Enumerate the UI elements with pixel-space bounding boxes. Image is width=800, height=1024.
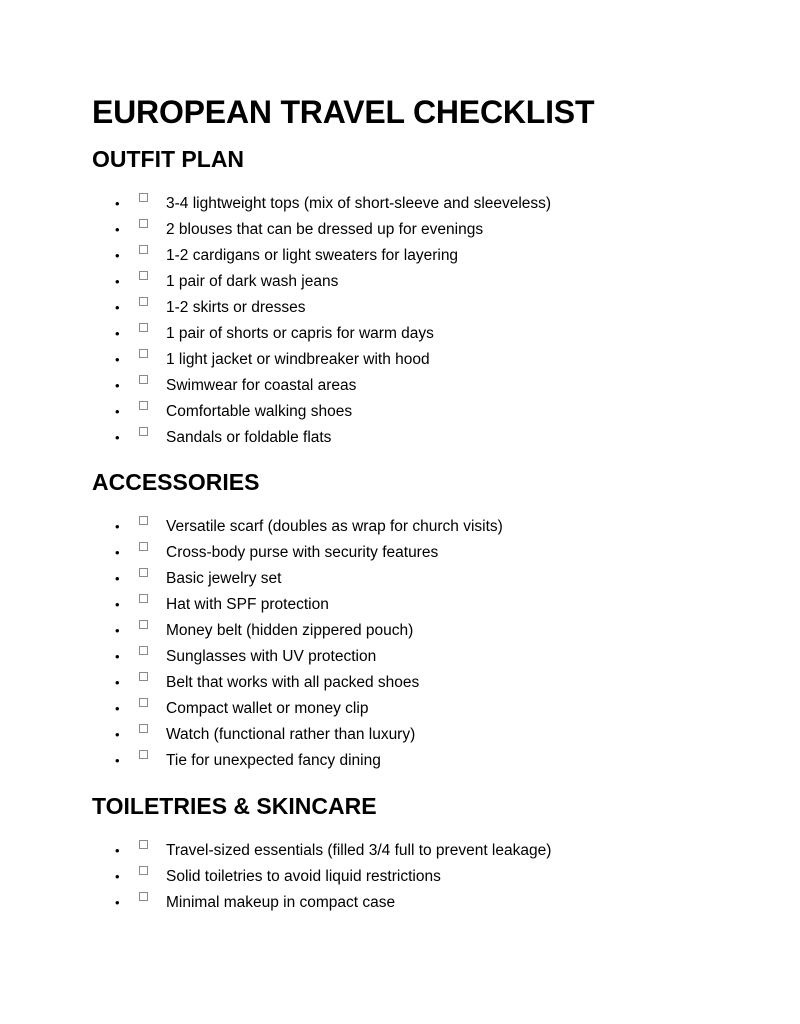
checklist-item (92, 863, 772, 889)
item-label: Travel-sized essentials (filled 3/4 full to prevent leakage) (166, 842, 552, 859)
checklist-item (92, 643, 772, 669)
page-title: EUROPEAN TRAVEL CHECKLIST (92, 94, 595, 130)
item-label: 2 blouses that can be dressed up for evenings (166, 221, 484, 238)
checklist-item (92, 242, 772, 268)
checklist-item (92, 372, 772, 398)
bullet-icon: • (115, 869, 120, 884)
checklist-item (92, 565, 772, 591)
bullet-icon: • (115, 519, 120, 534)
bullet-icon: • (115, 571, 120, 586)
item-label: Versatile scarf (doubles as wrap for church visits) (166, 518, 503, 535)
checkbox-icon[interactable] (139, 568, 148, 577)
checklist-item (92, 294, 772, 320)
bullet-icon: • (115, 727, 120, 742)
checkbox-icon[interactable] (139, 245, 148, 254)
item-label: Sunglasses with UV protection (166, 648, 377, 665)
item-label: Money belt (hidden zippered pouch) (166, 622, 414, 639)
bullet-icon: • (115, 222, 120, 237)
bullet-icon: • (115, 248, 120, 263)
bullet-icon: • (115, 404, 120, 419)
bullet-icon: • (115, 352, 120, 367)
item-label: 1 pair of shorts or capris for warm days (166, 325, 434, 342)
checklist-item (92, 268, 772, 294)
bullet-icon: • (115, 274, 120, 289)
bullet-icon: • (115, 545, 120, 560)
checklist-item (92, 424, 772, 450)
bullet-icon: • (115, 326, 120, 341)
checkbox-icon[interactable] (139, 840, 148, 849)
checklist-item (92, 721, 772, 747)
item-label: Cross-body purse with security features (166, 544, 439, 561)
item-label: Swimwear for coastal areas (166, 377, 357, 394)
checkbox-icon[interactable] (139, 620, 148, 629)
item-label: 1 light jacket or windbreaker with hood (166, 351, 430, 368)
checkbox-icon[interactable] (139, 193, 148, 202)
checkbox-icon[interactable] (139, 724, 148, 733)
checklist-item (92, 889, 772, 915)
checklist-item (92, 539, 772, 565)
checkbox-icon[interactable] (139, 542, 148, 551)
checklist-item (92, 320, 772, 346)
checklist-item (92, 190, 772, 216)
checklist-item (92, 398, 772, 424)
bullet-icon: • (115, 430, 120, 445)
bullet-icon: • (115, 378, 120, 393)
checkbox-icon[interactable] (139, 672, 148, 681)
checkbox-icon[interactable] (139, 892, 148, 901)
checklist-item (92, 591, 772, 617)
section-heading: TOILETRIES & SKINCARE (92, 793, 377, 819)
item-label: 1 pair of dark wash jeans (166, 273, 339, 290)
checkbox-icon[interactable] (139, 516, 148, 525)
checkbox-icon[interactable] (139, 427, 148, 436)
section-toiletries-skincare (92, 793, 772, 915)
checklist-item (92, 617, 772, 643)
checklist-item (92, 695, 772, 721)
checkbox-icon[interactable] (139, 297, 148, 306)
item-label: Compact wallet or money clip (166, 700, 369, 717)
checklist (92, 190, 772, 450)
checkbox-icon[interactable] (139, 866, 148, 875)
document-page (92, 94, 772, 915)
bullet-icon: • (115, 300, 120, 315)
item-label: Belt that works with all packed shoes (166, 674, 420, 691)
item-label: Watch (functional rather than luxury) (166, 726, 416, 743)
checklist-item (92, 837, 772, 863)
bullet-icon: • (115, 196, 120, 211)
item-label: Tie for unexpected fancy dining (166, 752, 381, 769)
section-heading: ACCESSORIES (92, 469, 260, 495)
section-outfit-plan (92, 146, 772, 450)
checkbox-icon[interactable] (139, 594, 148, 603)
checklist-item (92, 346, 772, 372)
checkbox-icon[interactable] (139, 271, 148, 280)
item-label: 1-2 cardigans or light sweaters for layering (166, 247, 459, 264)
section-accessories (92, 469, 772, 773)
item-label: Hat with SPF protection (166, 596, 329, 613)
checklist (92, 513, 772, 773)
checkbox-icon[interactable] (139, 219, 148, 228)
bullet-icon: • (115, 701, 120, 716)
checkbox-icon[interactable] (139, 349, 148, 358)
checklist-item (92, 747, 772, 773)
checklist (92, 837, 772, 915)
checklist-item (92, 513, 772, 539)
section-heading: OUTFIT PLAN (92, 146, 245, 172)
bullet-icon: • (115, 623, 120, 638)
checkbox-icon[interactable] (139, 401, 148, 410)
item-label: Solid toiletries to avoid liquid restrictions (166, 868, 441, 885)
bullet-icon: • (115, 753, 120, 768)
checkbox-icon[interactable] (139, 646, 148, 655)
bullet-icon: • (115, 843, 120, 858)
item-label: 3-4 lightweight tops (mix of short-sleeve and sleeveless) (166, 195, 552, 212)
checkbox-icon[interactable] (139, 323, 148, 332)
item-label: Basic jewelry set (166, 570, 282, 587)
item-label: 1-2 skirts or dresses (166, 299, 306, 316)
checklist-item (92, 669, 772, 695)
bullet-icon: • (115, 597, 120, 612)
checklist-item (92, 216, 772, 242)
bullet-icon: • (115, 895, 120, 910)
checkbox-icon[interactable] (139, 698, 148, 707)
bullet-icon: • (115, 649, 120, 664)
checkbox-icon[interactable] (139, 750, 148, 759)
bullet-icon: • (115, 675, 120, 690)
checkbox-icon[interactable] (139, 375, 148, 384)
item-label: Comfortable walking shoes (166, 403, 353, 420)
item-label: Minimal makeup in compact case (166, 894, 396, 911)
item-label: Sandals or foldable flats (166, 429, 332, 446)
